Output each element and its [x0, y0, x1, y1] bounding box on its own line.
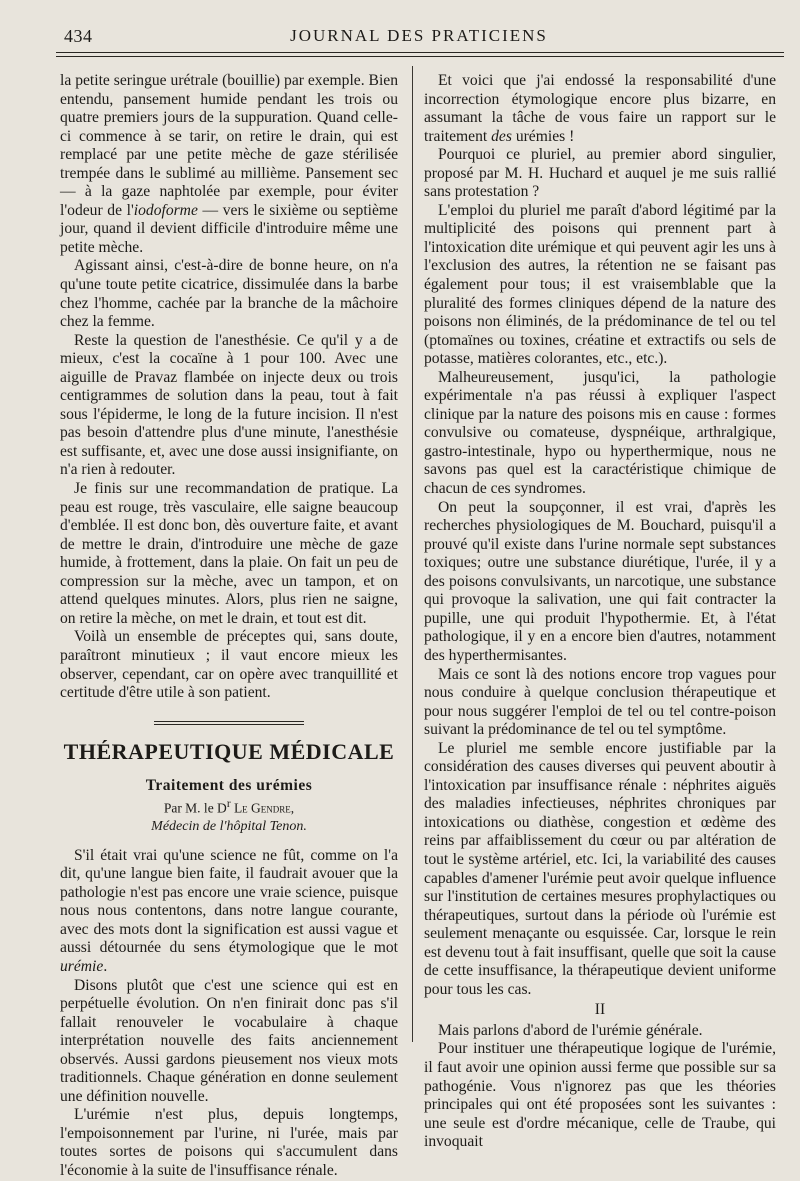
emphasis: des	[491, 127, 512, 145]
paragraph: Reste la question de l'anesthésie. Ce qu'il y a de mieux, c'est la cocaïne à 1 pour 100. Avec une aiguille de Pravaz flambée on injecte deux ou trois centigrammes de solution dans la peau, tout à fait sous l'épiderme, le long de la future incision. Il n'est pas besoin d'attendre plus d'une minute, l'anesthésie est suffisante, et, avec une dose aussi insignifiante, on n'a rien à redouter.	[60, 331, 398, 479]
page-header	[56, 26, 782, 50]
right-column	[424, 72, 776, 1152]
section-title: THÉRAPEUTIQUE MÉDICALE	[63, 738, 395, 764]
header-rule-thin	[56, 56, 784, 57]
paragraph: Le pluriel me semble encore justifiable par la considération des causes diverses qui peuvent aboutir à l'intoxication par insuffisance rénale : néphrites aiguës des maladies infectieuses, néphrites chroniques par intoxications ou diathèse, congestion et œdème des reins par affaiblissement du cœur ou par altération de tout le système artériel, etc. Ici, la variabilité des causes capables d'amener l'urémie peut avoir quelque influence sur l'institution de certaines mesures prophylactiques ou thérapeutiques, surtout dans la période où l'urémie est seulement menaçante ou esquissée. Car, lorsque le rein est devenu tout à fait insuffisant, quelle que soit la cause de cette insuffisance, la thérapeutique devient uniforme pour tous les cas.	[424, 739, 776, 998]
paragraph: Pourquoi ce pluriel, au premier abord singulier, proposé par M. H. Huchard et auquel je me suis rallié sans protestation ?	[424, 146, 776, 201]
paragraph: Et voici que j'ai endossé la responsabilité d'une incorrection étymologique encore plus bizarre, en assumant la tâche de vous faire un rapport sur le traitement des urémies !	[424, 72, 776, 145]
section-number: II	[594, 1001, 606, 1019]
paragraph: Agissant ainsi, c'est-à-dire de bonne heure, on n'a qu'une toute petite cicatrice, dissimulée dans la barbe chez l'homme, cachée par la branche de la mâchoire chez la femme.	[60, 257, 398, 331]
paragraph: L'urémie n'est plus, depuis longtemps, l'empoisonnement par l'urine, ni l'urée, mais par toutes sortes de poisons qui s'accumulent dans l'économie à la suite de l'insuffisance rénale.	[60, 1106, 398, 1180]
paragraph: S'il était vrai qu'une science ne fût, comme on l'a dit, qu'une langue bien faite, il faudrait avouer que la pathologie n'est pas encore une vraie science, puisque nous nous contentons, dans notre langue courante, avec des mots dont la signification est aussi vague et aussi détournée du sens étymologique que le mot urémie.	[60, 846, 398, 976]
running-title: JOURNAL DES PRATICIENS	[290, 26, 548, 45]
left-column	[60, 72, 398, 1181]
section-separator	[154, 721, 304, 725]
paragraph: Pour instituer une thérapeutique logique de l'urémie, il faut avoir une opinion aussi ferme que possible sur sa pathogénie. Vous n'ignorez pas que les théories principales qui ont été proposées sont les suivantes : une seule est d'ordre mécanique, celle de Traube, qui invoquait	[424, 1040, 776, 1151]
author-affiliation: Médecin de l'hôpital Tenon.	[151, 819, 307, 835]
paragraph: Malheureusement, jusqu'ici, la pathologie expérimentale n'a pas réussi à expliquer l'aspect clinique par la nature des poisons mis en cause : formes convulsive ou comateuse, dyspnéique, arthralgique, gastro-intestinale, hypo ou hyperthermique, nous ne savons pas quel est la caractéristique chimique de chacun de ces syndromes.	[424, 368, 776, 498]
column-divider	[412, 66, 413, 1042]
article-title: Traitement des urémies	[145, 776, 313, 794]
emphasis: urémie	[60, 958, 104, 976]
paragraph: L'emploi du pluriel me paraît d'abord légitimé par la multiplicité des poisons qui prennent part à l'intoxication dite urémique et qui peuvent agir les uns à l'exclusion des autres, la rétention ne se faisant pas également pour tous; il est vraisemblable que la pluralité des formes cliniques dépend de la nature des poisons non éliminés, de la prédominance de tel ou tel (ptomaïnes ou toxines, créatine et extractifs ou sels de potasse, matières colorantes, etc., etc.).	[424, 201, 776, 368]
page-number: 434	[64, 26, 93, 46]
emphasis: iodoforme	[133, 201, 198, 219]
header-rule	[56, 52, 784, 53]
paragraph: On peut la soupçonner, il est vrai, d'après les recherches physiologiques de M. Bouchard, puisqu'il a prouvé qu'il existe dans l'urine normale sept substances toxiques; outre une substance diurétique, l'urée, il y a des poisons convulsivants, un narcotique, une substance qui provoque la salivation, une qui fait contracter la pupille, une qui produit l'hypothermie. Et, à l'état pathologique, il y en a encore bien d'autres, notamment des hyperthermisantes.	[424, 498, 776, 664]
paragraph: la petite seringue urétrale (bouillie) par exemple. Bien entendu, pansement humide pendant les trois ou quatre premiers jours de la suppuration. Quand celle-ci commence à se tarir, on retire le drain, qui est remplacé par une petite mèche de gaze stérilisée trempée dans le sublimé au millième. Pansement sec — à la gaze naphtolée par exemple, pour éviter l'odeur de l'iodoforme — vers le sixième ou septième jour, quand il devient difficile d'introduire même une petite mèche.	[60, 72, 398, 256]
paragraph: Mais ce sont là des notions encore trop vagues pour nous conduire à quelque conclusion thérapeutique et pour nous suggérer l'emploi de tel ou tel contre-poison suivant la prédominance de tel ou tel symptôme.	[424, 665, 776, 739]
paragraph: Voilà un ensemble de préceptes qui, sans doute, paraîtront minutieux ; il vaut encore mieux les observer, cependant, car on opère avec tranquillité et certitude d'être utile à son patient.	[60, 628, 398, 702]
paragraph: Mais parlons d'abord de l'urémie générale.	[438, 1021, 703, 1039]
paragraph: Je finis sur une recommandation de pratique. La peau est rouge, très vasculaire, elle saigne beaucoup d'emblée. Il est donc bon, dès ouverture faite, et avant de mettre le drain, d'introduire une mèche de gaze humide, à frottement, dans la plaie. On fait un peu de compression sur la mèche, avec un tampon, et on attend quelques minutes. Alors, plus rien ne saigne, on retire la mèche, on met le drain, et tout est dit.	[60, 480, 398, 627]
byline: Par M. le $D^r$ Le Gendre,	[163, 798, 295, 816]
paragraph: Disons plutôt que c'est une science qui est en perpétuelle évolution. On n'en finirait donc pas s'il fallait renouveler le vocabulaire à chaque interprétation nouvelle des faits anciennement observés. Aussi gardons pieusement nos vieux mots traditionnels. Chaque génération en donne seulement une définition nouvelle.	[60, 976, 398, 1105]
